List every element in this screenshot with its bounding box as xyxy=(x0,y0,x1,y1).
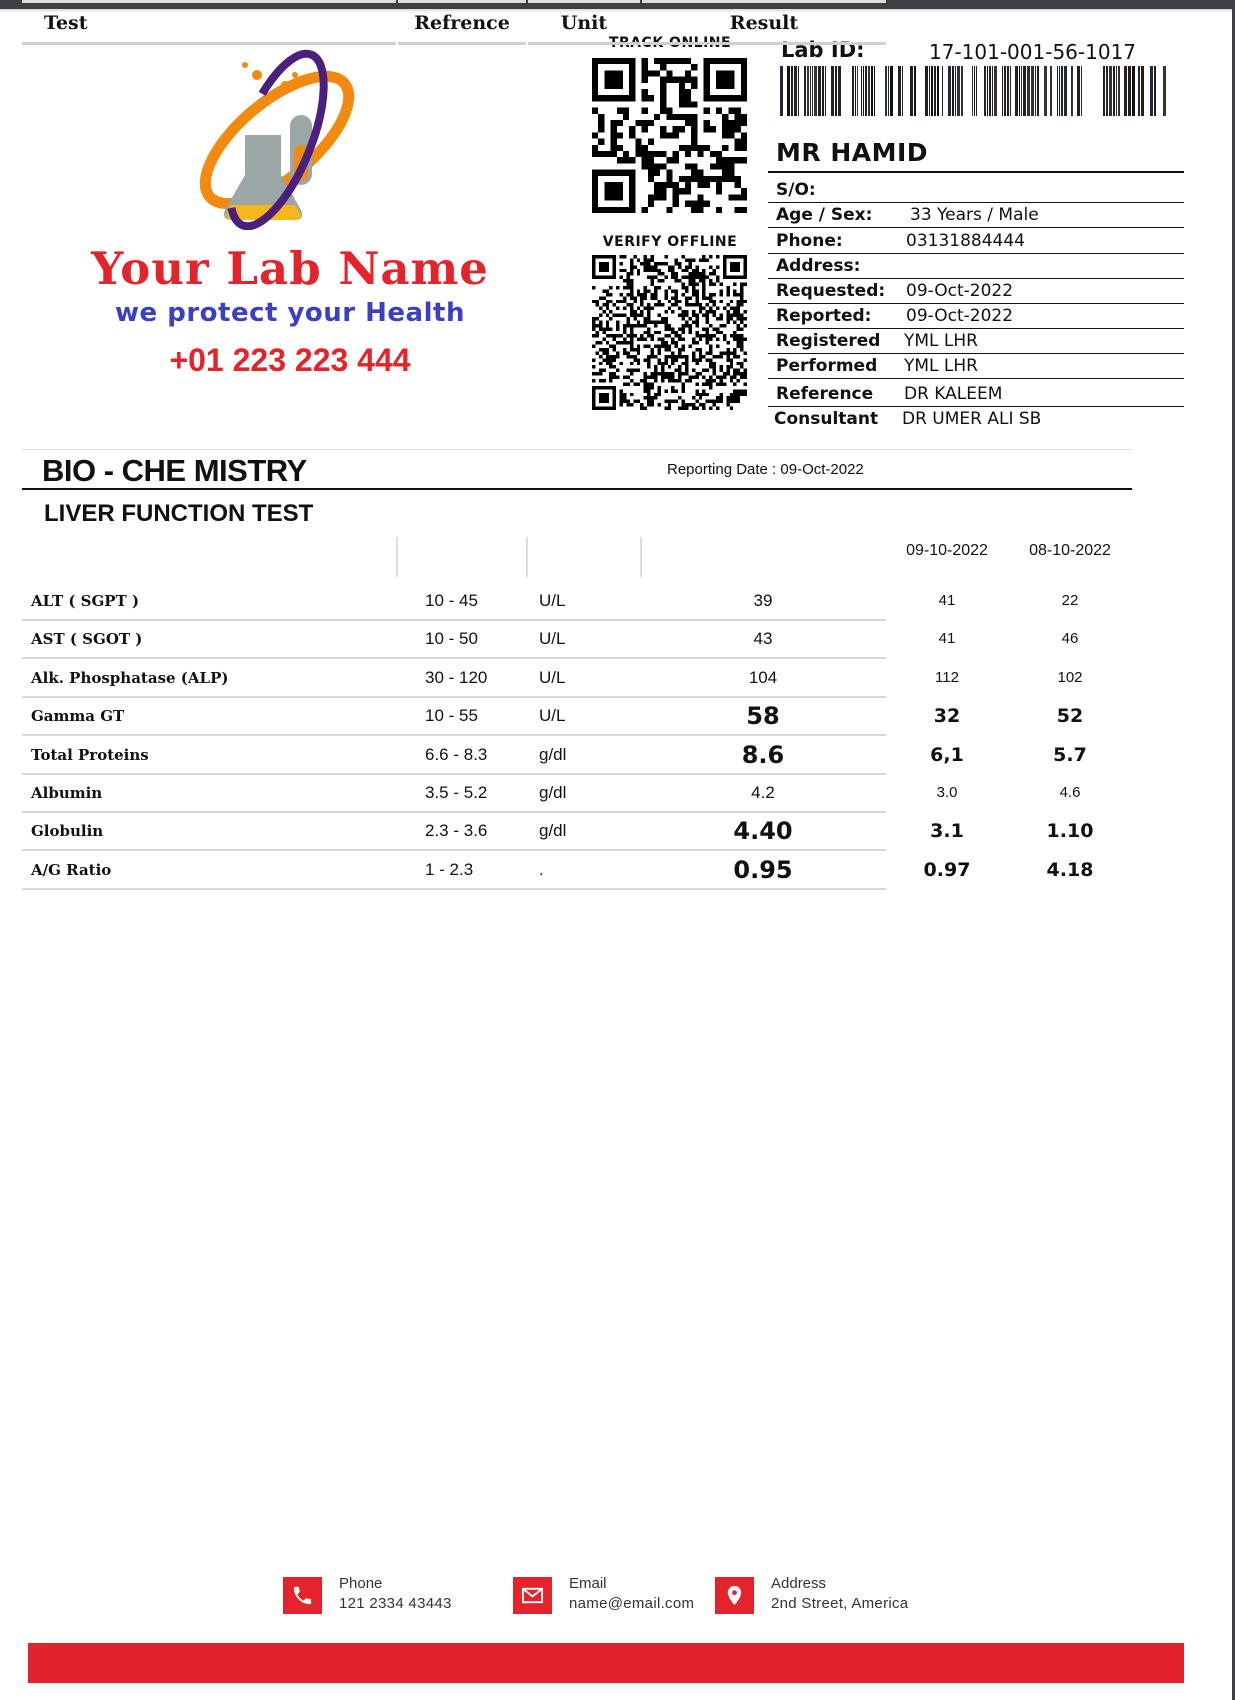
footer-address-value: 2nd Street, America xyxy=(771,1595,909,1612)
cell-result: 8.6 xyxy=(741,741,785,769)
cell-result: 0.95 xyxy=(733,856,793,884)
info-label: Reported: xyxy=(776,306,872,326)
info-row-consultant xyxy=(766,406,1182,431)
cell-reference: 2.3 - 3.6 xyxy=(425,821,488,840)
cell-result: 4.2 xyxy=(751,783,775,802)
cell-history-2: 1.10 xyxy=(1046,820,1094,842)
cell-unit: . xyxy=(539,860,544,879)
info-label: Performed xyxy=(776,356,878,376)
cell-result: 4.40 xyxy=(733,817,793,845)
cell-unit: g/dl xyxy=(539,783,567,802)
patient-name: MR HAMID xyxy=(776,138,929,167)
info-value: 09-Oct-2022 xyxy=(906,306,1014,326)
cell-history-1: 3.0 xyxy=(936,784,958,801)
cell-test: A/G Ratio xyxy=(31,861,112,879)
track-online-qr-icon[interactable] xyxy=(592,58,747,213)
info-value: YML LHR xyxy=(904,331,978,351)
cell-unit: g/dl xyxy=(539,745,567,764)
cell-history-1: 41 xyxy=(938,630,956,647)
section-title: BIO - CHE MISTRY xyxy=(42,453,307,488)
footer-phone-label: Phone xyxy=(339,1575,383,1592)
cell-unit: U/L xyxy=(539,591,566,610)
lab-id-value: 17-101-001-56-1017 xyxy=(929,40,1137,64)
column-header-test: Test xyxy=(22,0,396,45)
info-value: 03131884444 xyxy=(906,231,1025,251)
cell-result: 43 xyxy=(753,629,773,648)
cell-test: AST ( SGOT ) xyxy=(31,630,143,648)
cell-result: 104 xyxy=(748,668,778,687)
info-row-reference xyxy=(768,381,1184,407)
info-row-so xyxy=(768,177,1184,203)
info-value: 33 Years / Male xyxy=(910,205,1039,225)
cell-test: Gamma GT xyxy=(31,707,125,725)
cell-history-1: 32 xyxy=(933,705,961,727)
cell-reference: 6.6 - 8.3 xyxy=(425,745,488,764)
info-row-phone xyxy=(768,228,1184,254)
footer-bar xyxy=(28,1643,1184,1683)
info-label: Age / Sex: xyxy=(776,205,873,225)
cell-test: Alk. Phosphatase (ALP) xyxy=(31,669,229,687)
info-label: Requested: xyxy=(776,281,886,301)
column-header-result: Result xyxy=(642,0,886,45)
test-title: LIVER FUNCTION TEST xyxy=(44,500,314,527)
cell-unit: U/L xyxy=(539,706,566,725)
info-row-registered xyxy=(768,328,1184,354)
cell-history-2: 46 xyxy=(1061,630,1079,647)
cell-history-1: 41 xyxy=(938,592,956,609)
column-header-unit: Unit xyxy=(528,0,640,45)
divider xyxy=(22,488,1132,490)
info-value: YML LHR xyxy=(904,356,978,376)
info-label: Address: xyxy=(776,256,861,276)
column-separator xyxy=(640,537,642,577)
info-label: Registered xyxy=(776,331,881,351)
cell-test: Albumin xyxy=(31,784,103,802)
lab-logo-icon xyxy=(185,45,370,230)
info-row-performed xyxy=(768,353,1184,379)
info-value: 09-Oct-2022 xyxy=(906,281,1014,301)
cell-reference: 10 - 50 xyxy=(425,629,478,648)
info-value: DR KALEEM xyxy=(904,384,1003,404)
email-icon xyxy=(513,1577,552,1614)
cell-test: Total Proteins xyxy=(31,746,149,764)
cell-history-1: 0.97 xyxy=(923,859,971,881)
column-separator xyxy=(526,537,528,577)
track-online-label: TRACK ONLINE xyxy=(608,35,732,51)
verify-offline-qr-icon[interactable] xyxy=(592,255,747,410)
cell-history-1: 6,1 xyxy=(930,744,964,766)
lab-phone: +01 223 223 444 xyxy=(169,342,411,378)
footer-phone-value: 121 2334 43443 xyxy=(339,1595,452,1612)
cell-history-2: 102 xyxy=(1057,669,1083,686)
cell-unit: U/L xyxy=(539,668,566,687)
lab-id-barcode-icon xyxy=(776,66,1169,116)
cell-unit: g/dl xyxy=(539,821,567,840)
cell-reference: 10 - 55 xyxy=(425,706,478,725)
divider xyxy=(768,171,1184,173)
cell-reference: 3.5 - 5.2 xyxy=(425,783,488,802)
reporting-date: Reporting Date : 09-Oct-2022 xyxy=(667,461,864,478)
cell-reference: 1 - 2.3 xyxy=(425,860,474,879)
footer-address-label: Address xyxy=(771,1575,827,1592)
column-separator xyxy=(396,537,398,577)
column-header-reference: Refrence xyxy=(398,0,526,45)
cell-unit: U/L xyxy=(539,629,566,648)
info-row-age-sex xyxy=(768,202,1184,228)
lab-id-label: Lab ID: xyxy=(781,38,865,62)
column-header-history-2: 08-10-2022 xyxy=(1029,542,1111,559)
info-row-requested xyxy=(768,278,1184,304)
lab-tagline: we protect your Health xyxy=(115,298,465,328)
cell-reference: 10 - 45 xyxy=(425,591,478,610)
cell-history-2: 52 xyxy=(1056,705,1084,727)
cell-reference: 30 - 120 xyxy=(425,668,488,687)
info-label: Reference xyxy=(776,384,874,404)
info-label: Consultant xyxy=(774,409,879,429)
cell-history-2: 4.6 xyxy=(1059,784,1081,801)
info-row-reported xyxy=(768,303,1184,329)
footer-email-label: Email xyxy=(569,1575,607,1592)
info-value: DR UMER ALI SB xyxy=(902,409,1042,429)
cell-history-1: 3.1 xyxy=(930,820,964,842)
info-label: S/O: xyxy=(776,180,816,200)
info-label: Phone: xyxy=(776,231,843,251)
cell-result: 39 xyxy=(753,591,773,610)
cell-result: 58 xyxy=(746,702,780,730)
table-row-divider xyxy=(22,888,886,890)
column-header-history-1: 09-10-2022 xyxy=(906,542,988,559)
info-row-address xyxy=(768,253,1184,279)
phone-icon xyxy=(283,1577,322,1614)
cell-history-2: 5.7 xyxy=(1053,744,1087,766)
location-pin-icon xyxy=(715,1577,754,1614)
verify-offline-label: VERIFY OFFLINE xyxy=(602,234,738,250)
footer-email-value: name@email.com xyxy=(569,1595,695,1612)
cell-history-2: 22 xyxy=(1061,592,1079,609)
cell-history-1: 112 xyxy=(935,669,959,686)
lab-name: Your Lab Name xyxy=(91,242,489,295)
cell-test: ALT ( SGPT ) xyxy=(31,592,140,610)
cell-history-2: 4.18 xyxy=(1046,859,1094,881)
cell-test: Globulin xyxy=(31,822,104,840)
divider xyxy=(22,449,1132,450)
